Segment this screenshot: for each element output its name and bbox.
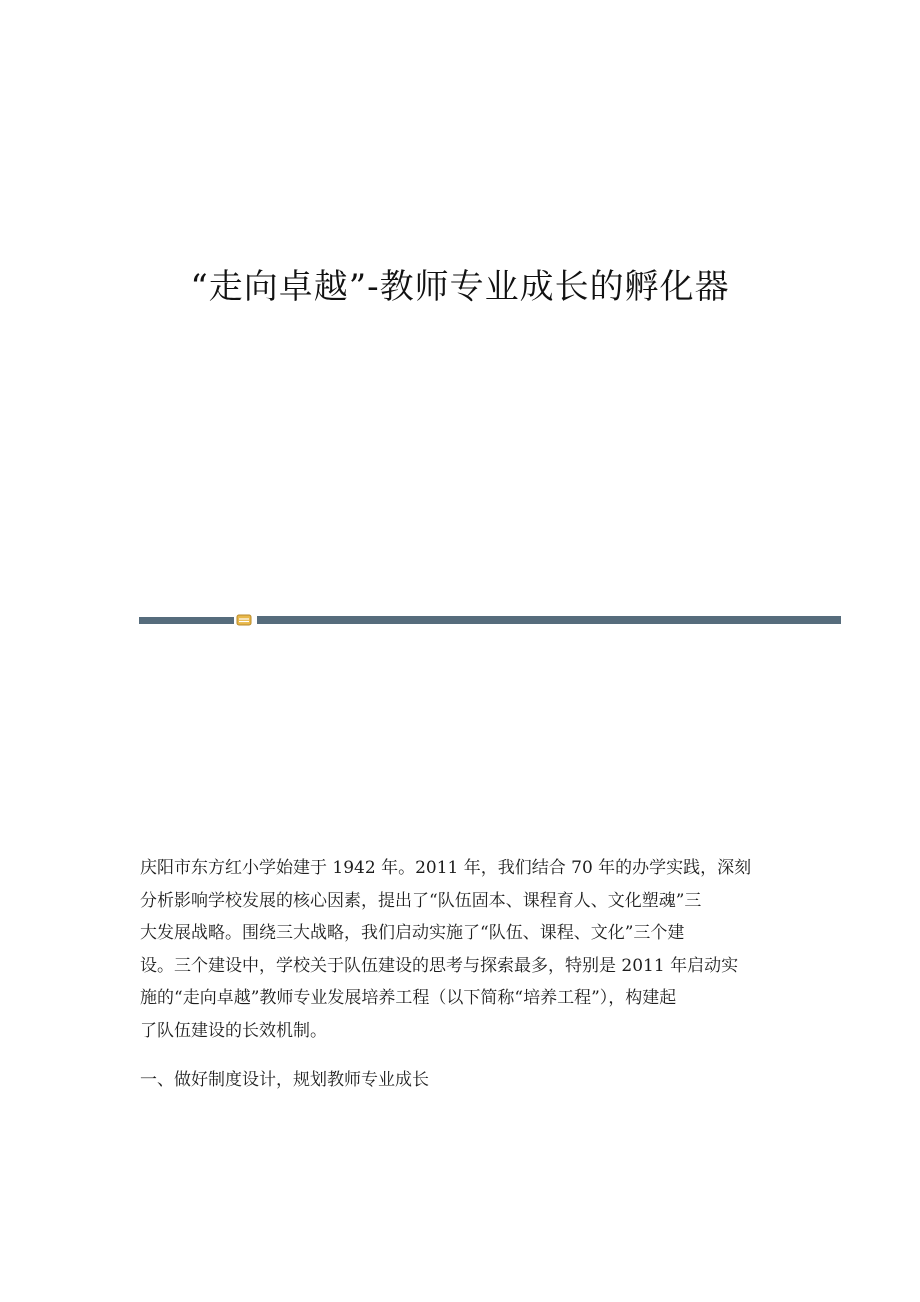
- intro-line: 设。三个建设中，学校关于队伍建设的思考与探索最多，特别是 2011 年启动实: [140, 955, 739, 976]
- divider-bar-left: [139, 617, 234, 624]
- intro-paragraph: [140, 852, 790, 1048]
- divider-bar-right: [257, 616, 841, 624]
- intro-line: 了队伍建设的长效机制。: [140, 1020, 327, 1041]
- divider-ornament-icon: [236, 614, 252, 626]
- intro-line: 大发展战略。围绕三大战略，我们启动实施了“队伍、课程、文化”三个建: [140, 923, 685, 944]
- intro-line: 施的“走向卓越”教师专业发展培养工程（以下简称“培养工程”），构建起: [140, 988, 677, 1009]
- page-title: “走向卓越”-教师专业成长的孵化器: [190, 267, 730, 307]
- title-divider: [139, 614, 841, 626]
- intro-line: 分析影响学校发展的核心因素，提出了“队伍固本、课程育人、文化塑魂”三: [140, 890, 702, 911]
- section-heading: 一、做好制度设计，规划教师专业成长: [140, 1069, 429, 1090]
- body-text: [140, 852, 790, 1096]
- intro-line: 庆阳市东方红小学始建于 1942 年。2011 年，我们结合 70 年的办学实践，深刻: [140, 858, 752, 878]
